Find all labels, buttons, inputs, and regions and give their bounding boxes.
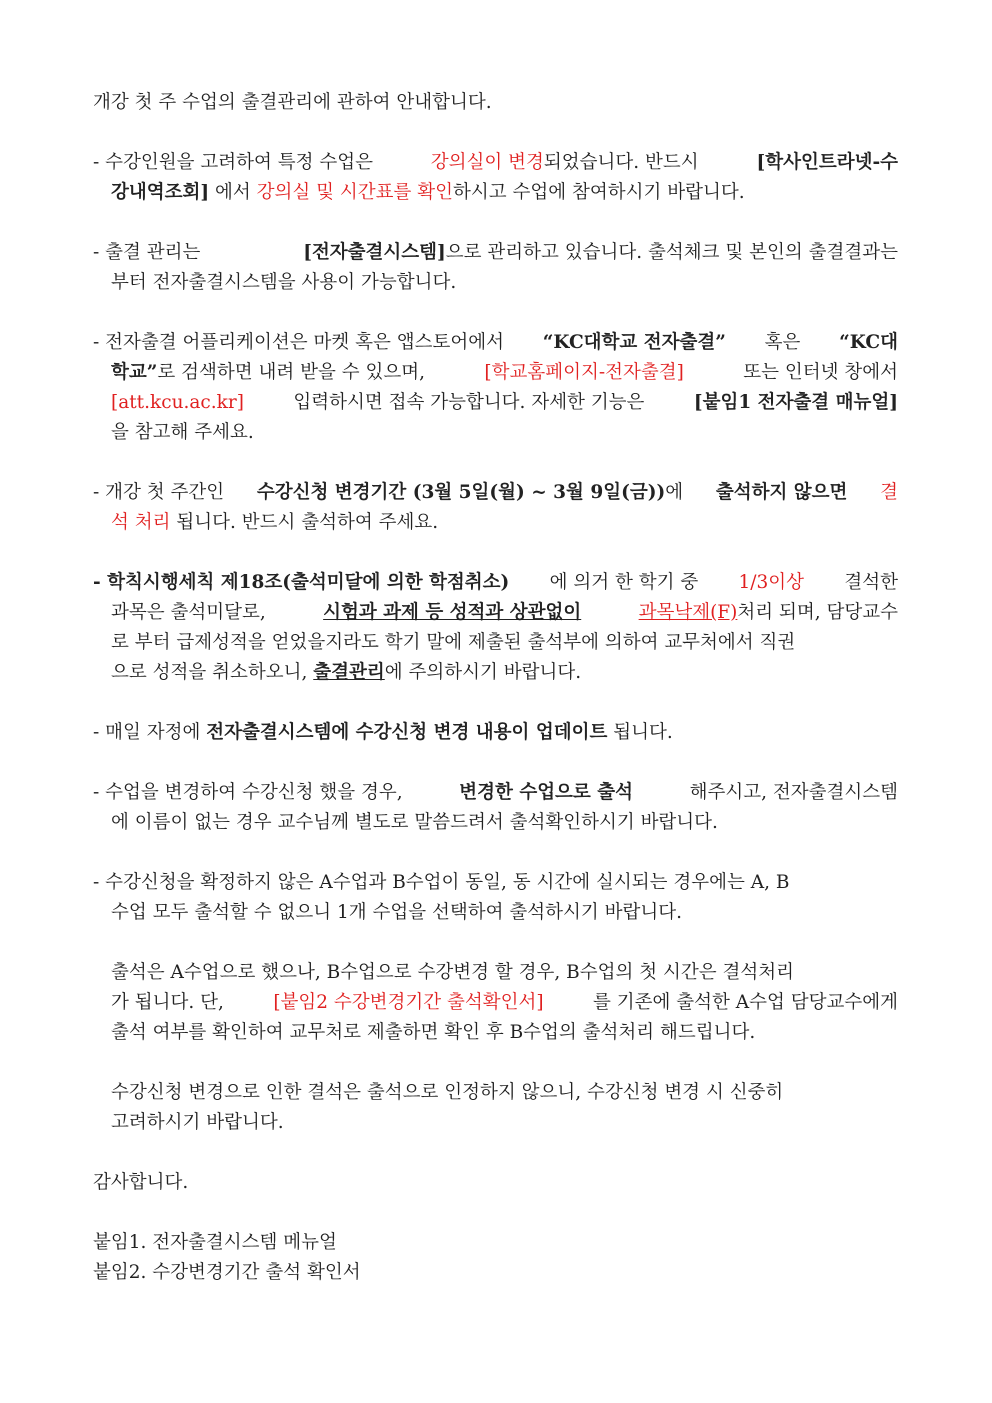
text-line: - 출결 관리는 [전자출결시스템]으로 관리하고 있습니다. 출석체크 및 본인의 출결결과는 (93, 242, 898, 263)
paragraph-classroom-change (93, 148, 898, 208)
paragraph-attendance-system (93, 238, 898, 298)
paragraph-midnight-update (93, 718, 898, 748)
emphasis-text: 시험과 과제 등 성적과 상관없이 (323, 602, 582, 623)
text-line: 가 됩니다. 단, [붙임2 수강변경기간 출석확인서] 를 기존에 출석한 A수업 담당교수에게 (93, 988, 898, 1018)
emphasis-text: [학사인트라넷-수 (756, 152, 898, 173)
paragraph-app-download (93, 328, 898, 448)
emphasis-text: 변경한 수업으로 출석 (459, 782, 633, 803)
text-line: - 개강 첫 주간인 수강신청 변경기간 (3월 5일(월) ~ 3월 9일(금))에 출석하지 않으면 결 (93, 478, 898, 508)
text-line: - 전자출결 어플리케이션은 마켓 혹은 앱스토어에서 “KC대학교 전자출결” 혹은 “KC대 (93, 328, 898, 358)
text-line: - 수강인원을 고려하여 특정 수업은 강의실이 변경되었습니다. 반드시 [학사인트라넷-수 (93, 148, 898, 178)
highlight-text: 강의실 및 시간표를 확인 (256, 182, 453, 203)
attachment-1: 붙임1. 전자출결시스템 메뉴얼 (93, 1232, 337, 1253)
emphasis-text: 전자출결시스템에 수강신청 변경 내용이 업데이트 (206, 722, 608, 743)
paragraph-changed-class (93, 778, 898, 838)
notice-document (93, 88, 898, 1288)
paragraph-unconfirmed-registration (93, 868, 898, 928)
intro-text: 개강 첫 주 수업의 출결관리에 관하여 안내합니다. (93, 92, 492, 113)
highlight-text: 과목낙제(F) (638, 602, 738, 623)
attachment-2: 붙임2. 수강변경기간 출석 확인서 (93, 1262, 361, 1283)
text-line: 고려하시기 바랍니다. (111, 1112, 284, 1133)
paragraph-attendance-transfer (93, 958, 898, 1048)
highlight-text: [학교홈페이지-전자출결] (484, 362, 684, 383)
highlight-text: [붙임2 수강변경기간 출석확인서] (273, 992, 544, 1013)
text-line: 강내역조회] 에서 강의실 및 시간표를 확인하시고 수업에 참여하시기 바랍니다. (111, 182, 745, 203)
emphasis-text: 출석하지 않으면 (715, 482, 848, 503)
text-line: 으로 성적을 취소하오니, 출결관리에 주의하시기 바랍니다. (111, 662, 582, 683)
text-line: 로 부터 급제성적을 얻었을지라도 학기 말에 제출된 출석부에 의하여 교무처에서 직권 (111, 632, 796, 653)
highlight-text: 1/3이상 (738, 572, 805, 593)
text-line: 에 이름이 없는 경우 교수님께 별도로 말씀드려서 출석확인하시기 바랍니다. (111, 812, 718, 833)
highlight-text: 석 처리 (111, 512, 171, 533)
text-line: - 수업을 변경하여 수강신청 했을 경우, 변경한 수업으로 출석 해주시고, 전자출결시스템 (93, 778, 898, 808)
text-line: 출석은 A수업으로 했으나, B수업으로 수강변경 할 경우, B수업의 첫 시간은 결석처리 (111, 962, 794, 983)
text-line: 수업 모두 출석할 수 없으니 1개 수업을 선택하여 출석하시기 바랍니다. (111, 902, 682, 923)
emphasis-text: [전자출결시스템] (303, 242, 446, 263)
text-line: 학교”로 검색하면 내려 받을 수 있으며, [학교홈페이지-전자출결] 또는 인터넷 창에서 (93, 358, 898, 388)
closing-text: 감사합니다. (93, 1172, 189, 1193)
emphasis-text: [붙임1 전자출결 매뉴얼] (693, 392, 898, 413)
text-line: 수강신청 변경으로 인한 결석은 출석으로 인정하지 않으니, 수강신청 변경 시 신중히 (111, 1082, 784, 1103)
emphasis-text: “KC대학교 전자출결” (542, 332, 726, 353)
emphasis-text: “KC대 (839, 332, 898, 353)
paragraph-absence-warning (93, 1078, 898, 1138)
paragraph-academic-rule (93, 568, 898, 688)
text-line: - 매일 자정에 전자출결시스템에 수강신청 변경 내용이 업데이트 됩니다. (93, 722, 673, 743)
emphasis-text: 수강신청 변경기간 (3월 5일(월) ~ 3월 9일(금)) (256, 482, 666, 503)
text-line: 출석 여부를 확인하여 교무처로 제출하면 확인 후 B수업의 출석처리 해드립니다. (111, 1022, 756, 1043)
paragraph-change-period (93, 478, 898, 538)
text-line: 과목은 출석미달로, 시험과 과제 등 성적과 상관없이 과목낙제(F)처리 되며, 담당교수 (93, 598, 898, 628)
highlight-text: 결 (880, 482, 898, 503)
text-line: [att.kcu.ac.kr] 입력하시면 접속 가능합니다. 자세한 기능은 [붙임1 전자출결 매뉴얼] (93, 388, 898, 418)
emphasis-text: 출결관리 (313, 662, 385, 683)
highlight-text: 강의실이 변경 (430, 152, 544, 173)
text-line: - 학칙시행세칙 제18조(출석미달에 의한 학점취소) 에 의거 한 학기 중 1/3이상 결석한 (93, 568, 898, 598)
text-line: 석 처리 됩니다. 반드시 출석하여 주세요. (111, 512, 439, 533)
text-line: 부터 전자출결시스템을 사용이 가능합니다. (111, 272, 457, 293)
text-line: 을 참고해 주세요. (111, 422, 254, 443)
text-line: - 수강신청을 확정하지 않은 A수업과 B수업이 동일, 동 시간에 실시되는 경우에는 A, B (93, 872, 790, 893)
emphasis-text: - 학칙시행세칙 제18조(출석미달에 의한 학점취소) (93, 572, 510, 593)
url-text: [att.kcu.ac.kr] (111, 392, 244, 413)
